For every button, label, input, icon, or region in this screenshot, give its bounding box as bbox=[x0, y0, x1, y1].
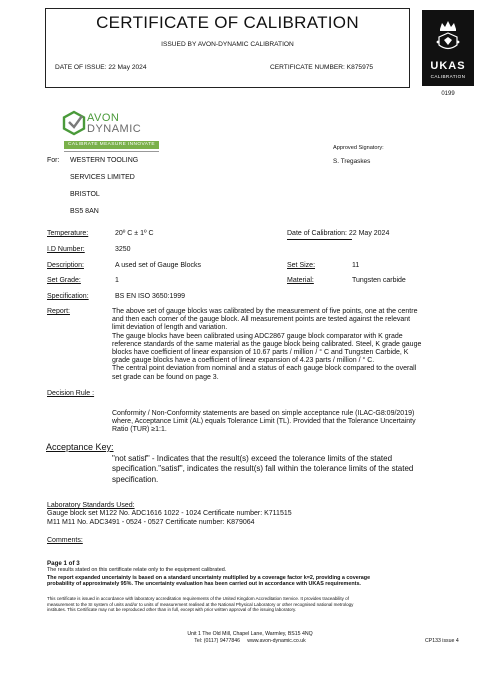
report-line: The central point deviation from nominal and a status of each gauge block compared to the overall bbox=[112, 365, 417, 373]
temperature-value: 20º C ± 1º C bbox=[115, 230, 154, 237]
decision-rule-line: Conformity / Non-Conformity statements are based on simple acceptance rule (ILAC-G8:09/2019) bbox=[112, 410, 415, 417]
report-line: The gauge blocks have been calibrated using ADC2867 gauge block comparator with K grade bbox=[112, 332, 403, 340]
certificate-title: CERTIFICATE OF CALIBRATION bbox=[96, 13, 359, 32]
description-value: A used set of Gauge Blocks bbox=[115, 262, 201, 269]
specification-label: Specification: bbox=[47, 293, 89, 300]
id-number-label: I.D Number: bbox=[47, 246, 85, 253]
issuer-line: ISSUED BY AVON-DYNAMIC CALIBRATION bbox=[161, 41, 294, 48]
decision-rule-line: Ratio (TUR) ≥1:1. bbox=[112, 426, 167, 434]
acceptance-key-line: specification. bbox=[112, 474, 159, 484]
address-line: WESTERN TOOLING bbox=[70, 157, 139, 164]
material-value: Tungsten carbide bbox=[352, 277, 406, 284]
report-label: Report: bbox=[47, 308, 70, 315]
form-issue: CP133 issue 4 bbox=[425, 638, 459, 644]
certificate-number: CERTIFICATE NUMBER: K875975 bbox=[270, 64, 374, 71]
report-line: blocks have coefficient of linear expansion of 10.67 parts / million / ° C and Tungsten Carbide, K bbox=[112, 349, 409, 357]
date-of-calibration-underline bbox=[287, 239, 352, 240]
description-label: Description: bbox=[47, 262, 84, 269]
crown-icon bbox=[422, 12, 474, 64]
set-grade-label: Set Grade: bbox=[47, 277, 81, 284]
signatory-label: Approved Signatory: bbox=[333, 145, 384, 151]
uncertainty-line: The report expanded uncertainty is based on a standard uncertainty multiplied by a coverage factor k=2, providing a coverage bbox=[47, 575, 371, 581]
date-of-calibration: Date of Calibration: 22 May 2024 bbox=[287, 230, 390, 237]
traceability-line: measurement to the SI system of units and/or to units of measurement realised at the National Physical Laboratory or other recognised national metrology bbox=[47, 601, 354, 607]
temperature-label: Temperature: bbox=[47, 230, 89, 237]
logo-name-dynamic: DYNAMIC bbox=[87, 123, 142, 135]
lab-standard-line: M11 M11 No. ADC3491 - 0524 - 0527 Certificate number: K879064 bbox=[47, 518, 255, 526]
logo-divider bbox=[64, 151, 159, 152]
report-text bbox=[112, 308, 457, 382]
decision-rule-label: Decision Rule : bbox=[47, 390, 95, 397]
lab-standard-line: Gauge block set M122 No. ADC1616 1022 - 1024 Certificate number: K711515 bbox=[47, 510, 292, 517]
acceptance-key-text bbox=[112, 454, 442, 485]
decision-rule-line: where, Acceptance Limit (AL) equals Tolerance Limit (TL). Provided that the Tolerance Uncertainty bbox=[112, 418, 416, 426]
specification-value: BS EN ISO 3650:1999 bbox=[115, 293, 186, 300]
uncertainty-statement bbox=[47, 575, 467, 588]
uncertainty-line: probability of approximately 95%. The uncertainty evaluation has been carried out in accordance with UKAS requirements. bbox=[47, 581, 361, 588]
date-of-issue: DATE OF ISSUE: 22 May 2024 bbox=[55, 64, 147, 71]
ukas-word: UKAS bbox=[430, 60, 466, 72]
report-line: reference standards of the same material as the gauge block being calibrated. Steel, K grade gauge bbox=[112, 340, 422, 348]
page-number: Page 1 of 3 bbox=[47, 560, 80, 567]
ukas-lab-number: 0199 bbox=[441, 91, 455, 97]
comments-label: Comments: bbox=[47, 537, 83, 544]
lab-standards-label: Laboratory Standards Used: bbox=[47, 502, 135, 509]
report-line: limit deviation of length and variation. bbox=[112, 324, 228, 332]
report-line: and then each corner of the gauge block. All measurement points are tested against the relevant bbox=[112, 316, 411, 324]
signatory-name: S. Tregaskes bbox=[333, 158, 371, 165]
decision-rule-text bbox=[112, 410, 457, 435]
acceptance-key-line: specification."satisf", indicates the result(s) fall within the tolerance limits of the stated bbox=[112, 464, 414, 474]
report-line: set grade can be found on page 3. bbox=[112, 373, 219, 381]
traceability-line: institutes. This Certificate may not be reproduced other than in full, except with prior written approval of the issuing laboratory. bbox=[47, 607, 297, 613]
address-line: BRISTOL bbox=[70, 191, 100, 198]
set-grade-value: 1 bbox=[115, 277, 119, 284]
traceability-line: This certificate is issued in accordance with laboratory accreditation requirements of the United Kingdom Accreditation Service. It provides traceability of bbox=[47, 596, 349, 601]
ukas-calibration-label: CALIBRATION bbox=[430, 74, 466, 79]
for-label: For: bbox=[47, 157, 60, 164]
traceability-statement bbox=[47, 596, 477, 613]
footer-address: Unit 1 The Old Mill, Chapel Lane, Warmley, BS15 4NQ bbox=[187, 631, 313, 637]
logo-name-avon: AVON bbox=[87, 112, 120, 124]
report-line: The above set of gauge blocks was calibrated by the measurement of five points, one at the centre bbox=[112, 308, 418, 315]
footer-contact: Tel: (0117) 9477846 www.avon-dynamic.co.uk bbox=[194, 638, 306, 644]
address-line: SERVICES LIMITED bbox=[70, 174, 135, 181]
address-line: BS5 8AN bbox=[70, 208, 99, 215]
logo-tagline: CALIBRATE MEASURE INNOVATE bbox=[64, 141, 159, 149]
results-relate-note: The results stated on this certificate relate only to the equipment calibrated. bbox=[47, 567, 227, 573]
material-label: Material: bbox=[287, 277, 314, 284]
set-size-value: 11 bbox=[352, 262, 360, 269]
acceptance-key-line: "not satisf" - Indicates that the result(s) exceed the tolerance limits of the stated bbox=[112, 454, 393, 463]
id-number-value: 3250 bbox=[115, 246, 131, 253]
avon-dynamic-logo-icon bbox=[62, 110, 86, 136]
lab-standards-text bbox=[47, 510, 292, 527]
report-line: grade gauge blocks have a coefficient of linear expansion of 4.23 parts / million / ° C. bbox=[112, 357, 375, 365]
set-size-label: Set Size: bbox=[287, 262, 316, 269]
acceptance-key-label: Acceptance Key: bbox=[46, 442, 114, 452]
